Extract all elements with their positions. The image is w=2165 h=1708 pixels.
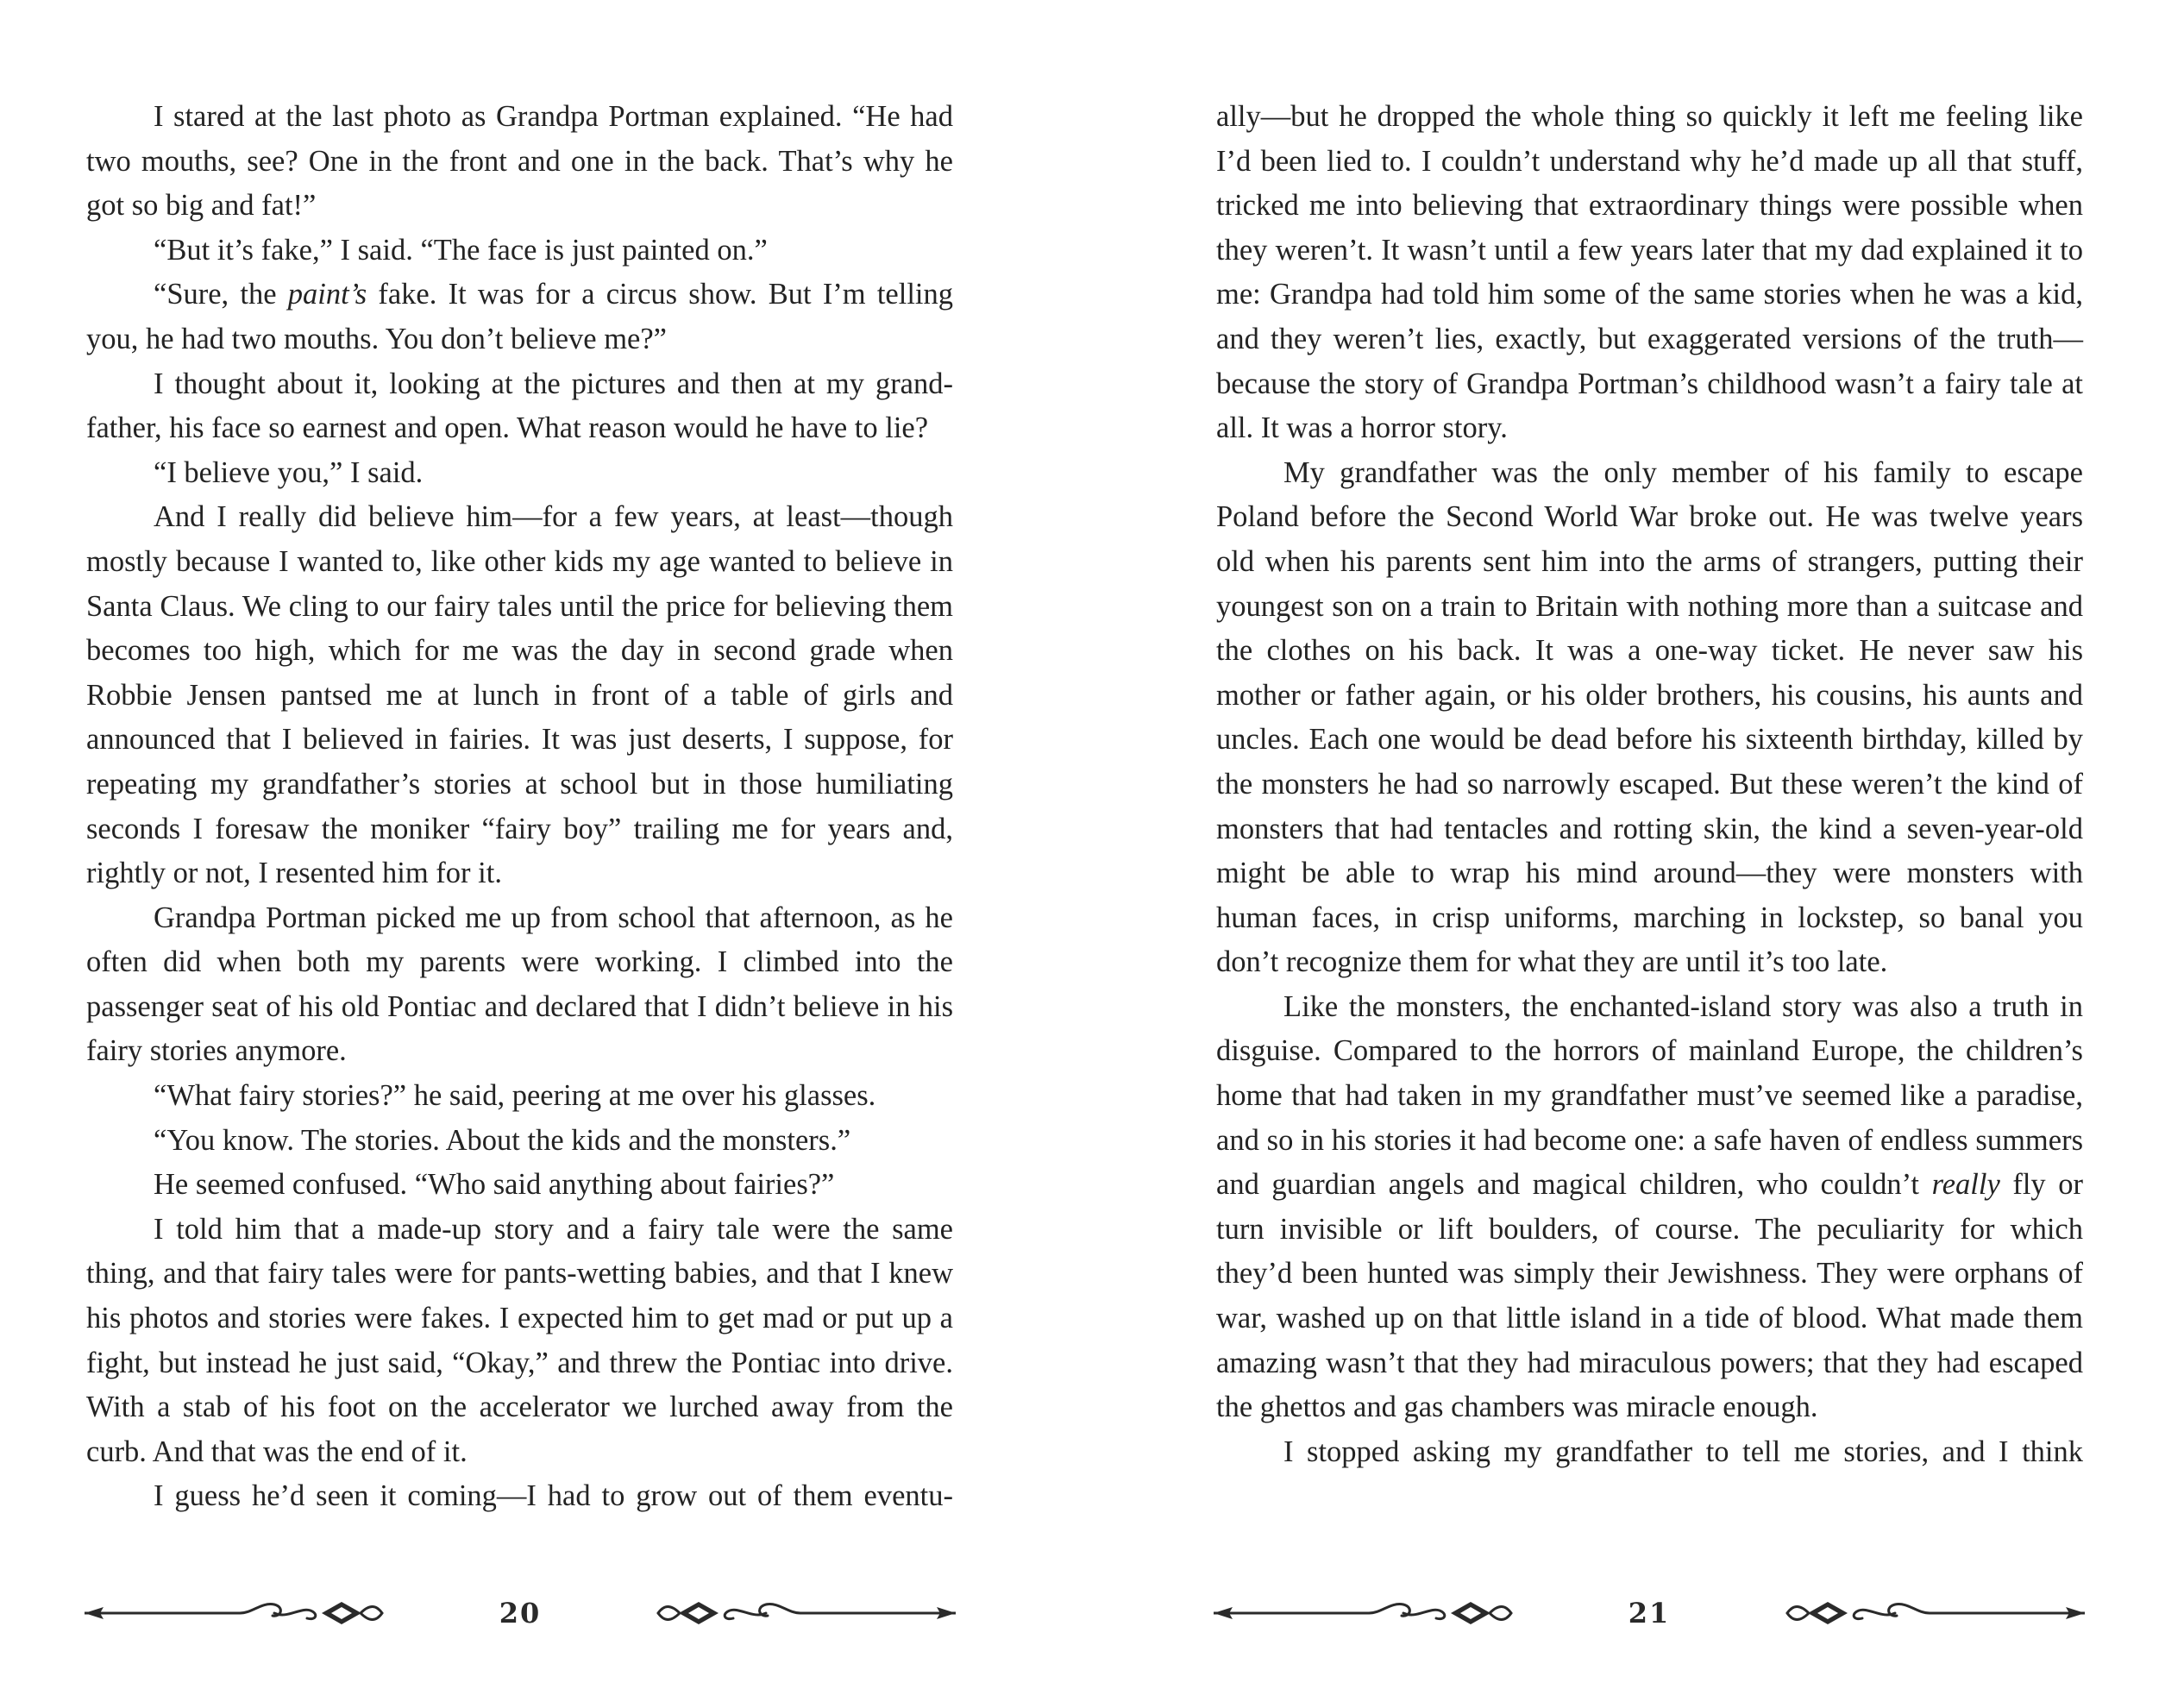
page-number: 21 — [1628, 1597, 1671, 1630]
right-page-text — [1216, 95, 2083, 1474]
paragraph: I thought about it, looking at the pictures and then at my grandfather, his face so earnest and open. What reason would he have to lie? — [86, 367, 953, 445]
paragraph: Grandpa Portman picked me up from school that afternoon, as he often did when both my parents were working. I climbed into the passenger seat of his old Pontiac and declared that I didn’t believe in his fairy stories anymore. — [86, 901, 953, 1068]
page-number: 20 — [499, 1597, 542, 1630]
emphasis: really — [1931, 1168, 2000, 1202]
paragraph: I stopped asking my grandfather to tell me stories, and I think — [1283, 1435, 2083, 1468]
paragraph: I told him that a made-up story and a fairy tale were the same thing, and that fairy tales were for pants-wetting babies, and that I knew his photos and stories were fakes. I expected him to get mad or put up a fight, but instead he just said, “Okay,” and threw the Pontiac into drive. With a stab of his foot on the accelerator we lurched away from the curb. And that was the end of it. — [86, 1212, 953, 1468]
paragraph: My grandfather was the only member of his family to escape Poland before the Second World War broke out. He was twelve years old when his parents sent him into the arms of strangers, putting their youngest son on a train to Britain with nothing more than a suitcase and the clothes on his back. It was a one-way ticket. He never saw his mother or father again, or his older brothers, his cousins, his aunts and uncles. Each one would be dead before his sixteenth birthday, killed by the monsters he had so narrowly escaped. But these weren’t the kind of monsters that had tentacles and rotting skin, the kind a seven-year-old might be able to wrap his mind around—they were monsters with human faces, in crisp uniforms, marching in lockstep, so banal you don’t recognize them for what they are until it’s too late. — [1216, 455, 2083, 979]
paragraph: “I believe you,” I said. — [154, 455, 424, 489]
paragraph: Like the monsters, the enchanted-island story was also a truth in disguise. Compared to the horrors of mainland Europe, the children’s home that had taken in my grandfather must’ve seemed like a paradise, and so in his stories it had become one: a safe haven of endless summers and guardian angels and magical children, who couldn’t really fly or turn invisible or lift boulders, of course. The peculiarity for which they’d been hunted was simply their Jewishness. They were orphans of war, washed up on that little island in a tide of blood. What made them amazing wasn’t that they had miraculous powers; that they had escaped the ghettos and gas chambers was miracle enough. — [1216, 989, 2083, 1424]
paragraph: And I really did believe him—for a few years, at least—though mostly because I wanted to, like other kids my age wanted to believe in Santa Claus. We cling to our fairy tales until the price for believing them becomes too high, which for me was the day in second grade when Robbie Jensen pantsed me at lunch in front of a table of girls and announced that I believed in fairies. It was just deserts, I suppose, for repeating my grandfather’s stories at school but in those humiliating seconds I foresaw the moniker “fairy boy” trailing me for years and, rightly or not, I resented him for it. — [86, 500, 953, 890]
right-page — [1082, 0, 2165, 1708]
paragraph: I stared at the last photo as Grandpa Portman explained. “He had two mouths, see? One in the front and one in the back. That’s why he got so big and fat!” — [86, 100, 953, 223]
paragraph: ally—but he dropped the whole thing so quickly it left me feeling like I’d been lied to. I couldn’t understand why he’d made up all that stuff, tricked me into believing that extraordinary things were possible when they weren’t. It wasn’t until a few years later that my dad explained it to me: Grandpa had told him some of the same stories when he was a kid, and they weren’t lies, exactly, but exaggerated versions of the truth—because the story of Grandpa Portman’s childhood wasn’t a fairy tale at all. It was a horror story. — [1216, 100, 2083, 445]
left-page-text — [86, 95, 953, 1519]
page-footer — [1214, 1592, 2085, 1635]
paragraph: “But it’s fake,” I said. “The face is just painted on.” — [154, 233, 768, 267]
paragraph: “You know. The stories. About the kids and the monsters.” — [154, 1123, 851, 1157]
paragraph: “Sure, the paint’s fake. It was for a circus show. But I’m telling you, he had two mouths. You don’t believe me?” — [86, 278, 954, 355]
paragraph: “What fairy stories?” he said, peering at me over his glasses. — [154, 1079, 876, 1113]
paragraph: He seemed confused. “Who said anything about fairies?” — [154, 1168, 835, 1202]
left-page — [0, 0, 1082, 1708]
page-footer — [85, 1592, 956, 1635]
paragraph: I guess he’d seen it coming—I had to grow out of them eventu- — [154, 1479, 953, 1513]
emphasis: paint’s — [287, 278, 367, 311]
